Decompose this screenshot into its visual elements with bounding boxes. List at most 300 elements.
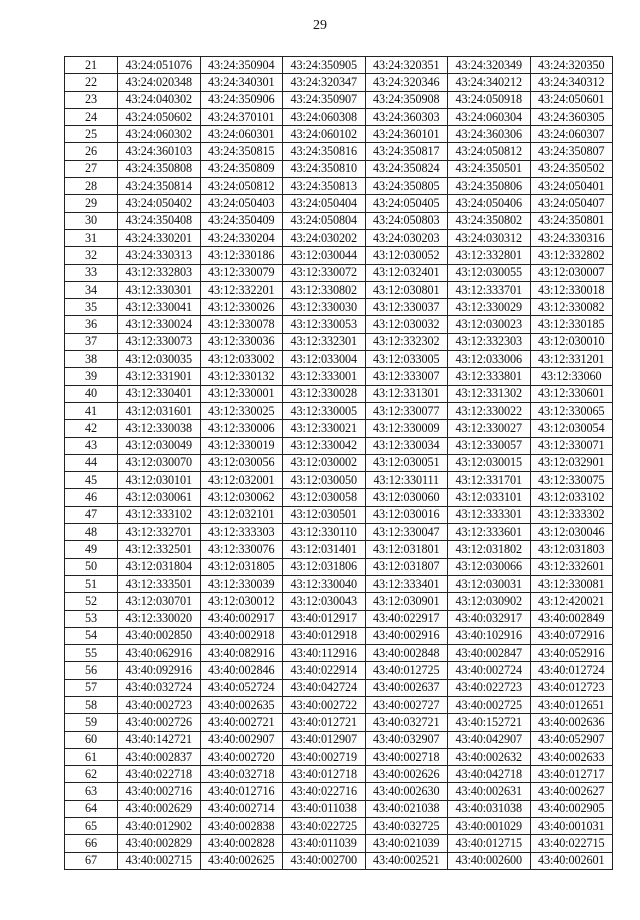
cadastral-numbers-table: [64, 56, 613, 870]
cadastral-number-cell: 43:12:330802: [283, 281, 366, 298]
cadastral-number-cell: 43:24:060102: [283, 126, 366, 143]
table-row: [65, 229, 613, 246]
cadastral-number-cell: 43:40:002627: [530, 783, 613, 800]
cadastral-number-cell: 43:12:030035: [118, 351, 201, 368]
table-row: [65, 333, 613, 350]
cadastral-number-cell: 43:12:330030: [283, 299, 366, 316]
cadastral-number-cell: 43:40:042907: [448, 731, 531, 748]
cadastral-number-cell: 43:24:370101: [200, 108, 283, 125]
row-number: 28: [65, 178, 118, 195]
row-number: 35: [65, 299, 118, 316]
cadastral-number-cell: 43:40:022716: [283, 783, 366, 800]
cadastral-number-cell: 43:40:042724: [283, 679, 366, 696]
cadastral-number-cell: 43:40:022725: [283, 818, 366, 835]
row-number: 33: [65, 264, 118, 281]
cadastral-number-cell: 43:12:033004: [283, 351, 366, 368]
cadastral-number-cell: 43:12:331201: [530, 351, 613, 368]
cadastral-number-cell: 43:40:012715: [448, 835, 531, 852]
row-number: 22: [65, 74, 118, 91]
cadastral-number-cell: 43:24:050402: [118, 195, 201, 212]
cadastral-number-cell: 43:12:330082: [530, 299, 613, 316]
cadastral-number-cell: 43:12:330005: [283, 402, 366, 419]
cadastral-number-cell: 43:24:360303: [365, 108, 448, 125]
table-row: [65, 506, 613, 523]
cadastral-number-cell: 43:12:330401: [118, 385, 201, 402]
table-row: [65, 402, 613, 419]
cadastral-number-cell: 43:40:031038: [448, 800, 531, 817]
table-row: [65, 351, 613, 368]
row-number: 36: [65, 316, 118, 333]
cadastral-number-cell: 43:12:330019: [200, 437, 283, 454]
cadastral-number-cell: 43:40:012907: [283, 731, 366, 748]
cadastral-number-cell: 43:12:333102: [118, 506, 201, 523]
cadastral-number-cell: 43:12:420021: [530, 593, 613, 610]
cadastral-number-cell: 43:12:030050: [283, 472, 366, 489]
cadastral-number-cell: 43:12:030901: [365, 593, 448, 610]
cadastral-number-cell: 43:12:031802: [448, 541, 531, 558]
row-number: 47: [65, 506, 118, 523]
cadastral-number-cell: 43:40:002905: [530, 800, 613, 817]
cadastral-number-cell: 43:24:350817: [365, 143, 448, 160]
cadastral-number-cell: 43:24:040302: [118, 91, 201, 108]
cadastral-number-cell: 43:40:002521: [365, 852, 448, 869]
cadastral-number-cell: 43:12:030101: [118, 472, 201, 489]
cadastral-number-cell: 43:12:030046: [530, 524, 613, 541]
row-number: 38: [65, 351, 118, 368]
cadastral-number-cell: 43:40:012725: [365, 662, 448, 679]
cadastral-number-cell: 43:40:002626: [365, 766, 448, 783]
row-number: 24: [65, 108, 118, 125]
cadastral-number-cell: 43:12:033101: [448, 489, 531, 506]
cadastral-number-cell: 43:40:002829: [118, 835, 201, 852]
cadastral-number-cell: 43:24:340312: [530, 74, 613, 91]
cadastral-number-cell: 43:40:012724: [530, 662, 613, 679]
cadastral-number-cell: 43:24:350805: [365, 178, 448, 195]
cadastral-number-cell: 43:40:002636: [530, 714, 613, 731]
cadastral-number-cell: 43:24:350808: [118, 160, 201, 177]
cadastral-number-cell: 43:40:002848: [365, 645, 448, 662]
cadastral-number-cell: 43:40:062916: [118, 645, 201, 662]
cadastral-number-cell: 43:40:002718: [365, 748, 448, 765]
cadastral-number-cell: 43:12:330111: [365, 472, 448, 489]
cadastral-number-cell: 43:24:050404: [283, 195, 366, 212]
cadastral-number-cell: 43:40:002601: [530, 852, 613, 869]
cadastral-number-cell: 43:12:330026: [200, 299, 283, 316]
cadastral-number-cell: 43:12:330079: [200, 264, 283, 281]
cadastral-number-cell: 43:24:350907: [283, 91, 366, 108]
cadastral-number-cell: 43:12:030051: [365, 454, 448, 471]
table-row: [65, 299, 613, 316]
table-row: [65, 160, 613, 177]
cadastral-number-cell: 43:24:051076: [118, 57, 201, 74]
cadastral-number-cell: 43:40:002837: [118, 748, 201, 765]
cadastral-number-cell: 43:12:330047: [365, 524, 448, 541]
cadastral-number-cell: 43:40:082916: [200, 645, 283, 662]
cadastral-number-cell: 43:40:002838: [200, 818, 283, 835]
row-number: 66: [65, 835, 118, 852]
cadastral-number-cell: 43:40:002720: [200, 748, 283, 765]
cadastral-number-cell: 43:24:350908: [365, 91, 448, 108]
table-row: [65, 679, 613, 696]
cadastral-number-cell: 43:12:033002: [200, 351, 283, 368]
cadastral-number-cell: 43:12:333701: [448, 281, 531, 298]
cadastral-number-cell: 43:12:330021: [283, 420, 366, 437]
cadastral-number-cell: 43:12:033102: [530, 489, 613, 506]
cadastral-number-cell: 43:40:002721: [200, 714, 283, 731]
cadastral-number-cell: 43:12:331901: [118, 368, 201, 385]
cadastral-number-cell: 43:24:350904: [200, 57, 283, 74]
cadastral-number-cell: 43:40:142721: [118, 731, 201, 748]
row-number: 56: [65, 662, 118, 679]
cadastral-number-cell: 43:24:330204: [200, 229, 283, 246]
row-number: 49: [65, 541, 118, 558]
cadastral-number-cell: 43:24:060308: [283, 108, 366, 125]
cadastral-number-cell: 43:40:002632: [448, 748, 531, 765]
row-number: 57: [65, 679, 118, 696]
cadastral-number-cell: 43:12:031805: [200, 558, 283, 575]
cadastral-number-cell: 43:40:002723: [118, 696, 201, 713]
cadastral-number-cell: 43:40:021039: [365, 835, 448, 852]
cadastral-number-cell: 43:12:032901: [530, 454, 613, 471]
cadastral-number-cell: 43:24:350501: [448, 160, 531, 177]
cadastral-number-cell: 43:12:332803: [118, 264, 201, 281]
row-number: 31: [65, 229, 118, 246]
table-row: [65, 627, 613, 644]
cadastral-number-cell: 43:12:330185: [530, 316, 613, 333]
cadastral-number-cell: 43:24:060302: [118, 126, 201, 143]
cadastral-number-cell: 43:40:052907: [530, 731, 613, 748]
row-number: 50: [65, 558, 118, 575]
cadastral-number-cell: 43:40:152721: [448, 714, 531, 731]
cadastral-number-cell: 43:12:030023: [448, 316, 531, 333]
table-row: [65, 368, 613, 385]
cadastral-number-cell: 43:24:350802: [448, 212, 531, 229]
cadastral-number-cell: 43:12:030055: [448, 264, 531, 281]
cadastral-number-cell: 43:12:330022: [448, 402, 531, 419]
cadastral-number-cell: 43:40:012651: [530, 696, 613, 713]
cadastral-number-cell: 43:40:002714: [200, 800, 283, 817]
cadastral-number-cell: 43:24:350502: [530, 160, 613, 177]
cadastral-number-cell: 43:40:002724: [448, 662, 531, 679]
cadastral-number-cell: 43:24:030202: [283, 229, 366, 246]
table-row: [65, 420, 613, 437]
row-number: 67: [65, 852, 118, 869]
row-number: 58: [65, 696, 118, 713]
row-number: 61: [65, 748, 118, 765]
cadastral-number-cell: 43:12:031803: [530, 541, 613, 558]
cadastral-number-cell: 43:12:030070: [118, 454, 201, 471]
row-number: 41: [65, 402, 118, 419]
cadastral-number-cell: 43:40:002849: [530, 610, 613, 627]
cadastral-number-cell: 43:12:030015: [448, 454, 531, 471]
cadastral-number-cell: 43:12:332301: [283, 333, 366, 350]
cadastral-number-cell: 43:12:330601: [530, 385, 613, 402]
cadastral-number-cell: 43:24:320347: [283, 74, 366, 91]
cadastral-number-cell: 43:12:330034: [365, 437, 448, 454]
cadastral-number-cell: 43:40:072916: [530, 627, 613, 644]
cadastral-number-cell: 43:40:092916: [118, 662, 201, 679]
cadastral-number-cell: 43:40:012917: [283, 610, 366, 627]
cadastral-number-cell: 43:12:333501: [118, 575, 201, 592]
table-row: [65, 541, 613, 558]
row-number: 64: [65, 800, 118, 817]
cadastral-number-cell: 43:12:332801: [448, 247, 531, 264]
row-number: 44: [65, 454, 118, 471]
cadastral-number-cell: 43:40:012716: [200, 783, 283, 800]
cadastral-number-cell: 43:12:330073: [118, 333, 201, 350]
cadastral-number-cell: 43:12:030043: [283, 593, 366, 610]
table-row: [65, 524, 613, 541]
cadastral-number-cell: 43:12:333801: [448, 368, 531, 385]
cadastral-number-cell: 43:12:330072: [283, 264, 366, 281]
cadastral-number-cell: 43:12:030061: [118, 489, 201, 506]
cadastral-number-cell: 43:12:330041: [118, 299, 201, 316]
cadastral-number-cell: 43:40:002916: [365, 627, 448, 644]
cadastral-number-cell: 43:12:330186: [200, 247, 283, 264]
cadastral-number-cell: 43:40:002846: [200, 662, 283, 679]
cadastral-number-cell: 43:12:330071: [530, 437, 613, 454]
cadastral-number-cell: 43:40:002635: [200, 696, 283, 713]
cadastral-number-cell: 43:12:030002: [283, 454, 366, 471]
cadastral-number-cell: 43:40:011038: [283, 800, 366, 817]
row-number: 48: [65, 524, 118, 541]
cadastral-number-cell: 43:40:012721: [283, 714, 366, 731]
row-number: 59: [65, 714, 118, 731]
table-row: [65, 316, 613, 333]
cadastral-number-cell: 43:40:002726: [118, 714, 201, 731]
cadastral-number-cell: 43:12:032001: [200, 472, 283, 489]
table-row: [65, 91, 613, 108]
cadastral-number-cell: 43:12:330132: [200, 368, 283, 385]
cadastral-number-cell: 43:24:350815: [200, 143, 283, 160]
cadastral-number-cell: 43:12:330040: [283, 575, 366, 592]
table-row: [65, 645, 613, 662]
cadastral-number-cell: 43:12:030054: [530, 420, 613, 437]
table-row: [65, 108, 613, 125]
cadastral-number-cell: 43:40:002716: [118, 783, 201, 800]
table-row: [65, 818, 613, 835]
table-row: [65, 575, 613, 592]
table-row: [65, 281, 613, 298]
row-number: 30: [65, 212, 118, 229]
table-row: [65, 212, 613, 229]
row-number: 40: [65, 385, 118, 402]
cadastral-number-cell: 43:24:350408: [118, 212, 201, 229]
table-row: [65, 437, 613, 454]
cadastral-number-cell: 43:24:060304: [448, 108, 531, 125]
cadastral-number-cell: 43:40:002719: [283, 748, 366, 765]
cadastral-number-cell: 43:12:030058: [283, 489, 366, 506]
cadastral-number-cell: 43:24:350806: [448, 178, 531, 195]
cadastral-number-cell: 43:12:030032: [365, 316, 448, 333]
cadastral-number-cell: 43:12:030052: [365, 247, 448, 264]
table-row: [65, 714, 613, 731]
table-row: [65, 593, 613, 610]
row-number: 63: [65, 783, 118, 800]
cadastral-number-cell: 43:12:331301: [365, 385, 448, 402]
cadastral-number-cell: 43:40:002630: [365, 783, 448, 800]
cadastral-number-cell: 43:40:002631: [448, 783, 531, 800]
row-number: 23: [65, 91, 118, 108]
cadastral-number-cell: 43:12:031806: [283, 558, 366, 575]
cadastral-number-cell: 43:40:022917: [365, 610, 448, 627]
cadastral-number-cell: 43:12:330065: [530, 402, 613, 419]
cadastral-number-cell: 43:12:030501: [283, 506, 366, 523]
cadastral-number-cell: 43:12:333301: [448, 506, 531, 523]
cadastral-number-cell: 43:40:032721: [365, 714, 448, 731]
row-number: 42: [65, 420, 118, 437]
cadastral-number-cell: 43:40:012918: [283, 627, 366, 644]
cadastral-number-cell: 43:12:330024: [118, 316, 201, 333]
cadastral-number-cell: 43:12:333601: [448, 524, 531, 541]
cadastral-number-cell: 43:40:112916: [283, 645, 366, 662]
cadastral-number-cell: 43:12:332302: [365, 333, 448, 350]
cadastral-number-cell: 43:40:022914: [283, 662, 366, 679]
cadastral-number-cell: 43:24:050401: [530, 178, 613, 195]
cadastral-number-cell: 43:12:030801: [365, 281, 448, 298]
row-number: 32: [65, 247, 118, 264]
cadastral-number-cell: 43:12:330006: [200, 420, 283, 437]
cadastral-number-cell: 43:24:330316: [530, 229, 613, 246]
cadastral-number-cell: 43:24:320351: [365, 57, 448, 74]
cadastral-number-cell: 43:24:050601: [530, 91, 613, 108]
cadastral-number-cell: 43:24:050918: [448, 91, 531, 108]
cadastral-number-cell: 43:24:050804: [283, 212, 366, 229]
row-number: 43: [65, 437, 118, 454]
cadastral-number-cell: 43:12:030902: [448, 593, 531, 610]
cadastral-number-cell: 43:12:333007: [365, 368, 448, 385]
cadastral-number-cell: 43:12:330038: [118, 420, 201, 437]
cadastral-number-cell: 43:24:050602: [118, 108, 201, 125]
cadastral-number-cell: 43:12:033005: [365, 351, 448, 368]
cadastral-number-cell: 43:12:031401: [283, 541, 366, 558]
cadastral-number-cell: 43:12:330025: [200, 402, 283, 419]
row-number: 37: [65, 333, 118, 350]
cadastral-number-cell: 43:12:330001: [200, 385, 283, 402]
cadastral-number-cell: 43:24:330313: [118, 247, 201, 264]
cadastral-number-cell: 43:40:052916: [530, 645, 613, 662]
cadastral-number-cell: 43:40:002828: [200, 835, 283, 852]
cadastral-number-cell: 43:40:002727: [365, 696, 448, 713]
row-number: 62: [65, 766, 118, 783]
cadastral-number-cell: 43:40:001031: [530, 818, 613, 835]
table-row: [65, 489, 613, 506]
cadastral-number-cell: 43:40:032725: [365, 818, 448, 835]
cadastral-number-cell: 43:24:050405: [365, 195, 448, 212]
cadastral-number-cell: 43:40:002637: [365, 679, 448, 696]
cadastral-number-cell: 43:40:002625: [200, 852, 283, 869]
cadastral-number-cell: 43:12:330081: [530, 575, 613, 592]
cadastral-number-cell: 43:12:330037: [365, 299, 448, 316]
cadastral-number-cell: 43:12:331701: [448, 472, 531, 489]
cadastral-number-cell: 43:24:350905: [283, 57, 366, 74]
cadastral-number-cell: 43:12:330029: [448, 299, 531, 316]
cadastral-number-cell: 43:12:330075: [530, 472, 613, 489]
cadastral-number-cell: 43:12:032401: [365, 264, 448, 281]
cadastral-number-cell: 43:12:332701: [118, 524, 201, 541]
cadastral-number-cell: 43:40:002907: [200, 731, 283, 748]
cadastral-number-cell: 43:24:050812: [200, 178, 283, 195]
cadastral-number-cell: 43:12:330027: [448, 420, 531, 437]
row-number: 51: [65, 575, 118, 592]
cadastral-number-cell: 43:24:350906: [200, 91, 283, 108]
cadastral-number-cell: 43:12:333302: [530, 506, 613, 523]
cadastral-number-cell: 43:24:350814: [118, 178, 201, 195]
cadastral-number-cell: 43:12:332501: [118, 541, 201, 558]
cadastral-number-cell: 43:12:030016: [365, 506, 448, 523]
cadastral-number-cell: 43:12:330020: [118, 610, 201, 627]
table-row: [65, 610, 613, 627]
cadastral-number-cell: 43:40:002918: [200, 627, 283, 644]
cadastral-number-cell: 43:12:332802: [530, 247, 613, 264]
cadastral-number-cell: 43:12:330076: [200, 541, 283, 558]
cadastral-number-cell: 43:12:33060: [530, 368, 613, 385]
cadastral-number-cell: 43:24:050406: [448, 195, 531, 212]
cadastral-number-cell: 43:24:360306: [448, 126, 531, 143]
cadastral-number-cell: 43:40:022715: [530, 835, 613, 852]
cadastral-number-cell: 43:24:350810: [283, 160, 366, 177]
cadastral-number-cell: 43:12:030056: [200, 454, 283, 471]
table-row: [65, 74, 613, 91]
cadastral-number-cell: 43:12:333401: [365, 575, 448, 592]
cadastral-number-cell: 43:40:012717: [530, 766, 613, 783]
cadastral-number-cell: 43:12:330042: [283, 437, 366, 454]
cadastral-number-cell: 43:24:350807: [530, 143, 613, 160]
table-row: [65, 835, 613, 852]
cadastral-number-cell: 43:40:011039: [283, 835, 366, 852]
cadastral-number-cell: 43:24:350409: [200, 212, 283, 229]
cadastral-number-cell: 43:12:030007: [530, 264, 613, 281]
cadastral-number-cell: 43:40:032917: [448, 610, 531, 627]
cadastral-number-cell: 43:24:060307: [530, 126, 613, 143]
cadastral-number-cell: 43:12:332601: [530, 558, 613, 575]
cadastral-number-cell: 43:12:033006: [448, 351, 531, 368]
cadastral-number-cell: 43:24:050803: [365, 212, 448, 229]
row-number: 60: [65, 731, 118, 748]
row-number: 54: [65, 627, 118, 644]
table-row: [65, 800, 613, 817]
cadastral-number-cell: 43:12:330036: [200, 333, 283, 350]
cadastral-number-cell: 43:12:330009: [365, 420, 448, 437]
cadastral-number-cell: 43:24:050812: [448, 143, 531, 160]
table-row: [65, 57, 613, 74]
cadastral-number-cell: 43:12:030060: [365, 489, 448, 506]
row-number: 29: [65, 195, 118, 212]
table-row: [65, 852, 613, 869]
table-row: [65, 662, 613, 679]
table-row: [65, 731, 613, 748]
table-row: [65, 766, 613, 783]
cadastral-number-cell: 43:12:330028: [283, 385, 366, 402]
cadastral-number-cell: 43:40:002715: [118, 852, 201, 869]
cadastral-number-cell: 43:24:360305: [530, 108, 613, 125]
cadastral-number-cell: 43:40:032907: [365, 731, 448, 748]
cadastral-number-cell: 43:40:021038: [365, 800, 448, 817]
row-number: 25: [65, 126, 118, 143]
cadastral-number-cell: 43:24:320350: [530, 57, 613, 74]
cadastral-number-cell: 43:12:331302: [448, 385, 531, 402]
cadastral-number-cell: 43:12:030049: [118, 437, 201, 454]
cadastral-number-cell: 43:12:330039: [200, 575, 283, 592]
cadastral-number-cell: 43:40:022723: [448, 679, 531, 696]
table-row: [65, 748, 613, 765]
cadastral-number-cell: 43:24:340212: [448, 74, 531, 91]
cadastral-number-cell: 43:24:020348: [118, 74, 201, 91]
cadastral-number-cell: 43:24:340301: [200, 74, 283, 91]
row-number: 55: [65, 645, 118, 662]
cadastral-number-cell: 43:12:031807: [365, 558, 448, 575]
row-number: 27: [65, 160, 118, 177]
